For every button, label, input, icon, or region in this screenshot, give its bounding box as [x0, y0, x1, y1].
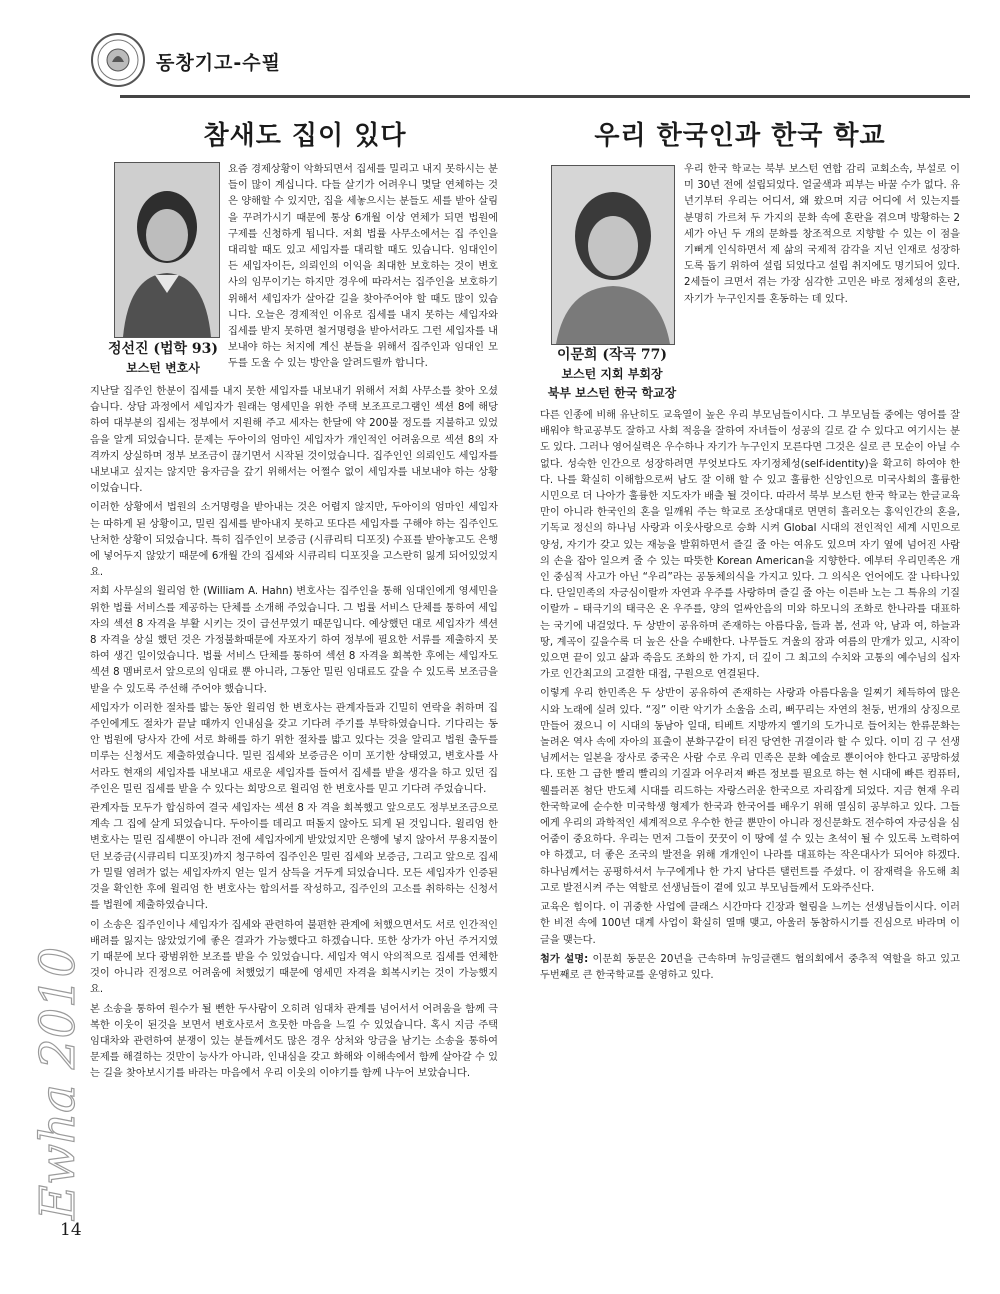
right-paragraph: 교육은 힘이다. 이 귀중한 사업에 클래스 시간마다 긴장과 혈림을 느끼는 선생님들이시다. 이러한 비전 속에 100년 대계 사업이 확실히 열매 맺고, 아울러 동참하시기를 진심으로 바라며 이 글을 맺는다.	[540, 902, 960, 946]
author-note	[540, 952, 960, 984]
right-intro-text: 우리 한국 학교는 북부 보스턴 연합 감리 교회소속, 부설로 이미 30년 전에 설립되었다. 얼굴색과 피부는 바꿀 수가 없다. 유년기부터 우리는 어디서, 왜 왔으며 지금 어디에 서 있는지를 분명히 가르쳐 두 가지의 문화 속에 혼란을 겪으며 방황하는 2세가 아닌 두 개의 문화를 창조적으로 지향할 수 있는 이 점을 기뻐게 인식하면서 제 삶의 국제적 감각을 지닌 인재로 성장하도록 돕기 위하여 설립 되었다고 설립 취지에도 명기되어 있다. 2세들이 크면서 겪는 가장 심각한 고민은 바로 정체성의 혼란, 자기가 누구인지를 혼동하는 데 있다.	[684, 164, 960, 305]
left-article-title: 참새도 집이 있다	[203, 121, 407, 151]
right-author-role: 보스턴 지회 부회장	[561, 367, 663, 381]
ewha-seal-icon	[90, 32, 146, 88]
watermark-text: Ewha 2010	[30, 946, 86, 1220]
left-intro-text: 요즘 경제상황이 악화되면서 집세를 밀리고 내지 못하시는 분들이 많이 계십니다. 다들 살기가 어려우니 몇달 연체하는 것은 양해할 수 있지만, 집을 세놓으시는 분들도 세를 받아 살림을 꾸려가시기 때문에 통상 6개월 이상 연체가 되면 법원에 구제를 신청하게 됩니다. 저희 법률 사무소에서는 집 주인을 대리할 때도 있고 세입자를 대리할 때도 있습니다. 임대인이든 세입자이든, 의뢰인의 이익을 최대한 보호하는 것이 변호사의 임무이기는 하지만 경우에 따라서는 집주인을 보호하기 위해서 세입자가 살아갈 길을 찾아주어야 할 때도 많이 있습니다. 오늘은 경제적인 이유로 집세를 내지 못하는 세입자와 집세를 받지 못하면 철거명령을 받아서라도 그런 세입자를 내보내야 하는 처지에 계신 분들을 위해서 집주인과 임대인 모두를 도울 수 있는 방안을 알려드릴까 합니다.	[228, 164, 498, 370]
note-text: 이문희 동문은 20년을 근속하며 뉴잉글랜드 협의회에서 중추적 역할을 하고 있고 두번째로 큰 한국학교를 운영하고 있다.	[540, 953, 960, 981]
right-paragraph: 다른 인종에 비해 유난히도 교육열이 높은 우리 부모님들이시다. 그 부모님들 중에는 영어를 잘 배워야 학교공부도 잘하고 사회 적응을 잘하여 자녀들이 성공의 길로 갈 수 있다고 여기시는 분도 있다. 그러나 영어실력은 우수하나 자기가 누구인지 모른다면 그것은 실로 큰 모순이 아닐 수 없다. 성숙한 인간으로 성장하려면 무엇보다도 자기정체성(self-identity)을 확고히 하여야 한다. 나를 확실히 이해함으로써 남도 잘 이해 할 수 있고 훌륭한 신앙인으로 미국사회의 훌륭한 시민으로 더 나아가 훌륭한 지도자가 배출 될 것이다. 따라서 북부 보스턴 한국 학교는 한글교육만이 아니라 한국인의 혼을 일깨워 주는 학교로 조상대대로 면면히 흘러오는 홍익인간의 혼을, 기독교 정신의 하나님 사랑과 이웃사랑으로 승화 시켜 Global 시대의 전인적인 세계 시민으로 양성, 자기가 갖고 있는 재능을 발휘하면서 즐길 줄 아는 여유도 있으며 자기 옆에 넘어진 사람의 손을 잡아 일으켜 줄 수 있는 따뜻한 Korean American을 지향한다. 예부터 우리민족은 개인 중심적 사고가 아닌 “우리”라는 공동체의식을 가지고 있다. 그 의식은 언어에도 잘 나타나있다. 단일민족의 자긍심이랄까 자연과 우주를 사랑하며 즐길 줄 아는 이른바 노는 그 특유의 기질이랄까 – 태극기의 태극은 온 우주를, 양의 얼싸안음의 미와 하모니의 조화로 한나라를 대표하는 국기에 내걸었다. 두 상반이 공유하며 존재하는 아름다움, 들과 봄, 선과 악, 남과 여, 하늘과 땅, 계곡이 깊을수록 더 높은 산을 수배한다. 나무들도 겨울의 잠과 여름의 만개가 있고, 시작이 있으면 끝이 있고 삶과 죽음도 조화의 한 가지, 더 깊이 그 최고의 수치와 고통의 예수님의 십자가로 인간최고의 고결한 대접, 구원으로 연결된다.	[540, 410, 960, 681]
right-paragraph: 이렇게 우리 한민족은 두 상반이 공유하여 존재하는 사랑과 아름다움을 일찌기 체득하여 많은 시와 노래에 실려 있다. “징” 이란 악기가 소울음 소리, 뻐꾸리는 자연의 천둥, 번개의 상징으로 만들어 졌으니 이 시대의 동남아 일대, 티베트 지방까지 옐기의 도가니로 들어치는 한류문화는 놀려온 역사 속에 자아의 표출이 분화구같이 터진 당연한 귀결이라 할 수 있다. 이미 김 구 선생님께서는 일본을 장사로 중국은 사람 수로 우리 민족은 문화 예술로 뿐이어야 한다고 공망하셨다. 또한 그 급한 빨리 빨리의 기질과 어우러져 빠른 정보를 필요로 하는 현 시대에 빠른 컴퓨터, 웰를러폰 첨단 반도체 시대를 리드하는 자랑스러운 한국으로 자리잡게 되었다. 지금 현재 우리한국학교에 순수한 미국학생 형제가 한국과 한국어를 배우기 위해 열심히 공부하고 있다. 그들에게 우리의 과학적인 세계적으로 우수한 한글 뿐만이 아니라 정신문화도 전수하여 자긍심을 심어줌이 중요하다. 우리는 먼저 그들이 꿋꿋이 이 땅에 설 수 있는 초석이 될 수 있도록 노력하여야 하겠고, 더 좋은 조국의 발전을 위해 개개인이 나라를 대표하는 작은대사가 되어야 하겠다. 하나님께서는 공평하셔서 누구에게나 한 가지 남다른 탤런트를 주셨다. 이 잠재력을 유도해 최고로 발전시켜 주는 역할로 선생님들이 곁에 있고 부모님들께서 도와주신다.	[540, 688, 960, 894]
left-paragraph: 본 소송을 통하여 원수가 될 뻔한 두사람이 오히려 임대차 관계를 넘어서서 어려움을 함께 극복한 이웃이 된것을 보면서 변호사로서 흐뭇한 마음을 느낄 수 있었습니다. 혹시 지금 주택 임대차와 관련하여 분쟁이 있는 분들께서도 많은 경우 상처와 앙금을 남기는 소송을 통하여 문제를 해결하는 것만이 능사가 아니라, 인내심을 갖고 화해와 이해속에서 함께 살아갈 수 있는 길을 찾아보시기를 바라는 마음에서 우리 이웃의 이야기를 함께 나누어 보았습니다.	[90, 1003, 498, 1080]
left-article-body	[90, 384, 498, 1244]
left-paragraph: 세입자가 이러한 절차를 밟는 동안 윌리엄 한 변호사는 관계자들과 긴밀히 연락을 취하며 집주인에게도 절차가 끝날 때까지 인내심을 갖고 기다려 주기를 부탁하였습니다. 기다리는 동안 법원에 당사자 간에 서로 화해를 하기 위한 절차를 밟고 있다는 것을 알리고 법원 출두를 미루는 신청서도 제출하였습니다. 밀린 집세와 보증금은 이미 포기한 상태였고, 변호사를 사서라도 현재의 세입자를 내보내고 새로운 세입자를 들여서 집세를 받을 생각을 하고 있던 집주인은 밀린 집세를 받을 수 있다는 희망으로 윌리엄 한 변호사를 믿고 기다려 주었습니다.	[90, 702, 498, 795]
right-author-role: 북부 보스턴 한국 학교장	[547, 386, 677, 400]
person-portrait-icon	[552, 166, 674, 344]
ewha-2010-watermark	[12, 930, 102, 1230]
author-photo-lee	[551, 165, 675, 345]
right-article-body	[540, 408, 960, 1244]
note-label: 첨가 설명:	[540, 953, 589, 965]
page-number: 14	[60, 1220, 82, 1240]
left-paragraph: 관계자들 모두가 합심하여 결국 세입자는 섹션 8 자 격을 회복했고 앞으로도 정부보조금으로 계속 그 집에 살게 되었습니다. 두아이를 데리고 떠돌지 않아도 되게 된 것입니다. 윌리엄 한 변호사는 밀린 집세뿐이 아니라 전에 세입자에게 받았었지만 은행에 넣지 않아서 무용지물이던 보증금(시큐리티 디포짓)까지 청구하여 집주인은 밀린 집세와 보증금, 그리고 앞으로 집세가 밀릴 염려가 없는 세입자까지 얻는 일거 삼득을 거두게 되었습니다. 모든 세입자가 인증된 것을 확인한 후에 윌리엄 한 변호사는 합의서를 작성하고, 집주인의 고소를 취하하는 신청서를 법원에 제출하였습니다.	[90, 803, 498, 912]
right-author-name: 이문희 (작곡 77)	[556, 347, 668, 363]
left-paragraph: 이러한 상황에서 법원의 소거명령을 받아내는 것은 어렵지 않지만, 두아이의 엄마인 세입자는 따하게 된 상황이고, 밀린 집세를 받아내지 못하고 또다른 세입자를 구해야 하는 집주인도 난처한 상황이 되었습니다. 특히 집주인이 보증금 (시큐리티 디포짓) 수표를 받아놓고도 은행에 넣어두지 않았기 때문에 6개월 간의 집세와 시큐리티 디포짓을 고스란히 잃게 되어있었지요.	[90, 502, 498, 579]
person-portrait-icon	[115, 163, 219, 337]
left-author-name: 정선진 (법학 93)	[107, 341, 219, 357]
section-title: 동창기고-수필	[156, 52, 282, 74]
right-article-title: 우리 한국인과 한국 학교	[594, 121, 886, 151]
left-paragraph: 지난달 집주인 한분이 집세를 내지 못한 세입자를 내보내기 위해서 저희 사무소를 찾아 오셨습니다. 상담 과정에서 세입자가 원래는 영세민을 위한 주택 보조프로그램인 섹션 8에 해당하여 대부분의 집세는 정부에서 지원해 주고 세자는 한달에 약 200불 정도를 지불하고 있었음을 알게 되었습니다. 문제는 두아이의 엄마인 세입자가 개인적인 어려움으로 섹션 8의 자격까지 상실하며 정부 보조금이 끊기면서 시작된 것이었습니다. 집주인인 의뢰인도 세입자를 내보내고 싶지는 않지만 융자금을 갚기 위해서는 어쩔수 없이 세입자를 내보내야 하는 상황이었습니다.	[90, 386, 498, 495]
left-author-role: 보스턴 변호사	[126, 361, 200, 375]
header-divider	[120, 95, 970, 98]
page-header	[90, 30, 970, 90]
right-author-caption	[532, 346, 692, 403]
left-author-caption	[88, 340, 238, 378]
left-paragraph: 저희 사무실의 윌리엄 한 (William A. Hahn) 변호사는 집주인을 통해 임대인에게 영세민을 위한 법률 서비스를 제공하는 단체를 소개해 주었습니다. 그 법률 서비스 단체를 통하여 세입자의 섹션 8 자격을 부활 시키는 것이 급선무였기 때문입니다. 예상했던 대로 세입자가 섹션 8 자격을 상실 했던 것은 가정불화때문에 자포자기 하여 정부에 필요한 서류를 제출하지 못하여 생긴 일이었습니다. 법률 서비스 단체를 통하여 섹션 8 자격을 회복한 후에는 세입자도 섹션 8 멤버로서 앞으로의 임대료 뿐 아니라, 그동안 밀린 임대료도 갚을 수 있도록 보조금을 받을 수 있도록 주선해 주어야 했습니다.	[90, 586, 498, 695]
author-photo-jung	[114, 162, 220, 338]
left-paragraph: 이 소송은 집주인이나 세입자가 집세와 관련하여 불편한 관계에 처했으면서도 서로 인간적인 배려를 잃지는 않았었기에 좋은 결과가 가능했다고 하겠습니다. 또한 상가가 아닌 주거지였기 때문에 보다 광범위한 보조를 받을 수 있었습니다. 세입자 역시 악의적으로 집세를 연체한 것이 아니라 진정으로 어려움에 처했었기 때문에 영세민 자격을 회복시키는 것이 가능했지요.	[90, 919, 498, 996]
